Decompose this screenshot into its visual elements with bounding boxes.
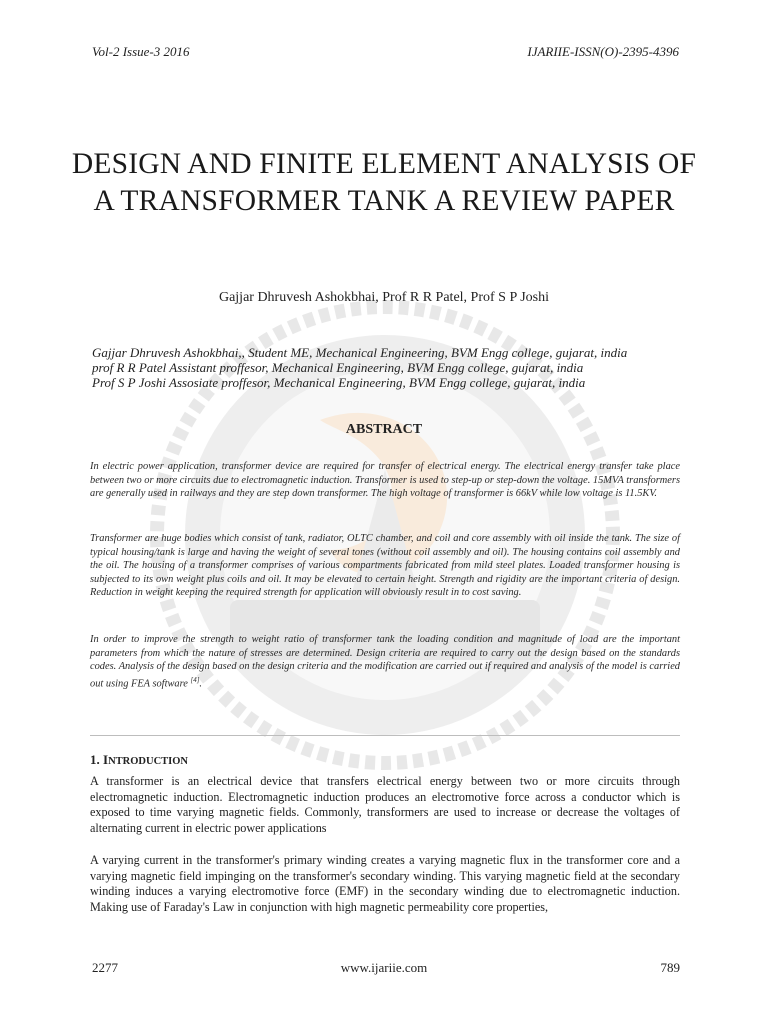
affiliations: [92, 345, 692, 390]
body-paragraph: A varying current in the transformer's primary winding creates a varying magnetic flux in the transformer core and a varying magnetic field impinging on the transformer's secondary winding. This varying magnetic field at the secondary winding induces a varying electromotive force (EMF) in the secondary winding due to electromagnetic induction. Making use of Faraday's Law in conjunction with high magnetic permeability core properties,: [90, 853, 680, 914]
journal-issn: IJARIIE-ISSN(O)-2395-4396: [527, 44, 679, 59]
paper-title: DESIGN AND FINITE ELEMENT ANALYSIS OF A TRANSFORMER TANK A REVIEW PAPER: [71, 148, 697, 217]
abstract-text: In order to improve the strength to weight ratio of transformer tank the loading condition and magnitude of load are the important parameters from which the nature of stresses are determined. Design criteria are required to carry out the design based on the standards codes. Analysis of the design based on the design criteria and the modification are carried out if required and analysis of the model is carried out using FEA software: [90, 634, 680, 690]
abstract-tail: .: [199, 678, 203, 690]
abstract-paragraph: In electric power application, transformer device are required for transfer of electrical energy. The electrical energy transfer take place between two or more circuits due to electromagnetic induction. Transformer is used to step-up or step-down the voltage. 15MVA transformers are generally used in railways and they are step down transformer. The high voltage of transformer is 66kV while low voltage is 11.5KV.: [90, 461, 680, 500]
abstract-paragraph: Transformer are huge bodies which consist of tank, radiator, OLTC chamber, and coil and core assembly with oil inside the tank. The size of typical housing/tank is large and having the weight of several tones (without coil assembly and oil). The housing contains coil assembly and the oil. The housing of a transformer comprises of various compartments fabricated from mild steel plates. Loaded transformer housing is subjected to its own weight plus coils and oil. It may be elevated to certain height. Strength and rigidity are the important criteria of design. Reduction in weight keeping the required strength for application will obviously result in to cost saving.: [90, 533, 680, 599]
affiliation-line: Gajjar Dhruvesh Ashokbhai,, Student ME, Mechanical Engineering, BVM Engg college, gujarat, india: [92, 345, 628, 360]
section-title-rest: NTRODUCTION: [108, 756, 188, 767]
section-number: 1.: [90, 752, 103, 767]
paper-number: 2277: [92, 960, 118, 975]
abstract-paragraph: [90, 633, 680, 691]
journal-volume-issue: Vol-2 Issue-3 2016: [92, 44, 190, 59]
section-divider: [90, 735, 680, 736]
citation-ref: [4]: [190, 675, 200, 684]
journal-website: www.ijariie.com: [340, 960, 428, 975]
page-number: 789: [660, 960, 680, 975]
affiliation-line: Prof S P Joshi Assosiate proffesor, Mechanical Engineering, BVM Engg college, gujarat, india: [92, 375, 586, 390]
abstract-heading: ABSTRACT: [345, 422, 423, 437]
affiliation-line: prof R R Patel Assistant proffesor, Mechanical Engineering, BVM Engg college, gujarat, india: [92, 360, 584, 375]
body-paragraph: A transformer is an electrical device that transfers electrical energy between two or more circuits through electromagnetic induction. Electromagnetic induction produces an electromotive force across a conductor which is exposed to time varying magnetic fields. Commonly, transformers are used to increase or decrease the voltages of alternating current in electric power applications: [90, 774, 680, 835]
section-initial: I: [103, 752, 109, 767]
section-heading-introduction: [90, 752, 188, 768]
author-list: Gajjar Dhruvesh Ashokbhai, Prof R R Patel, Prof S P Joshi: [218, 290, 550, 305]
